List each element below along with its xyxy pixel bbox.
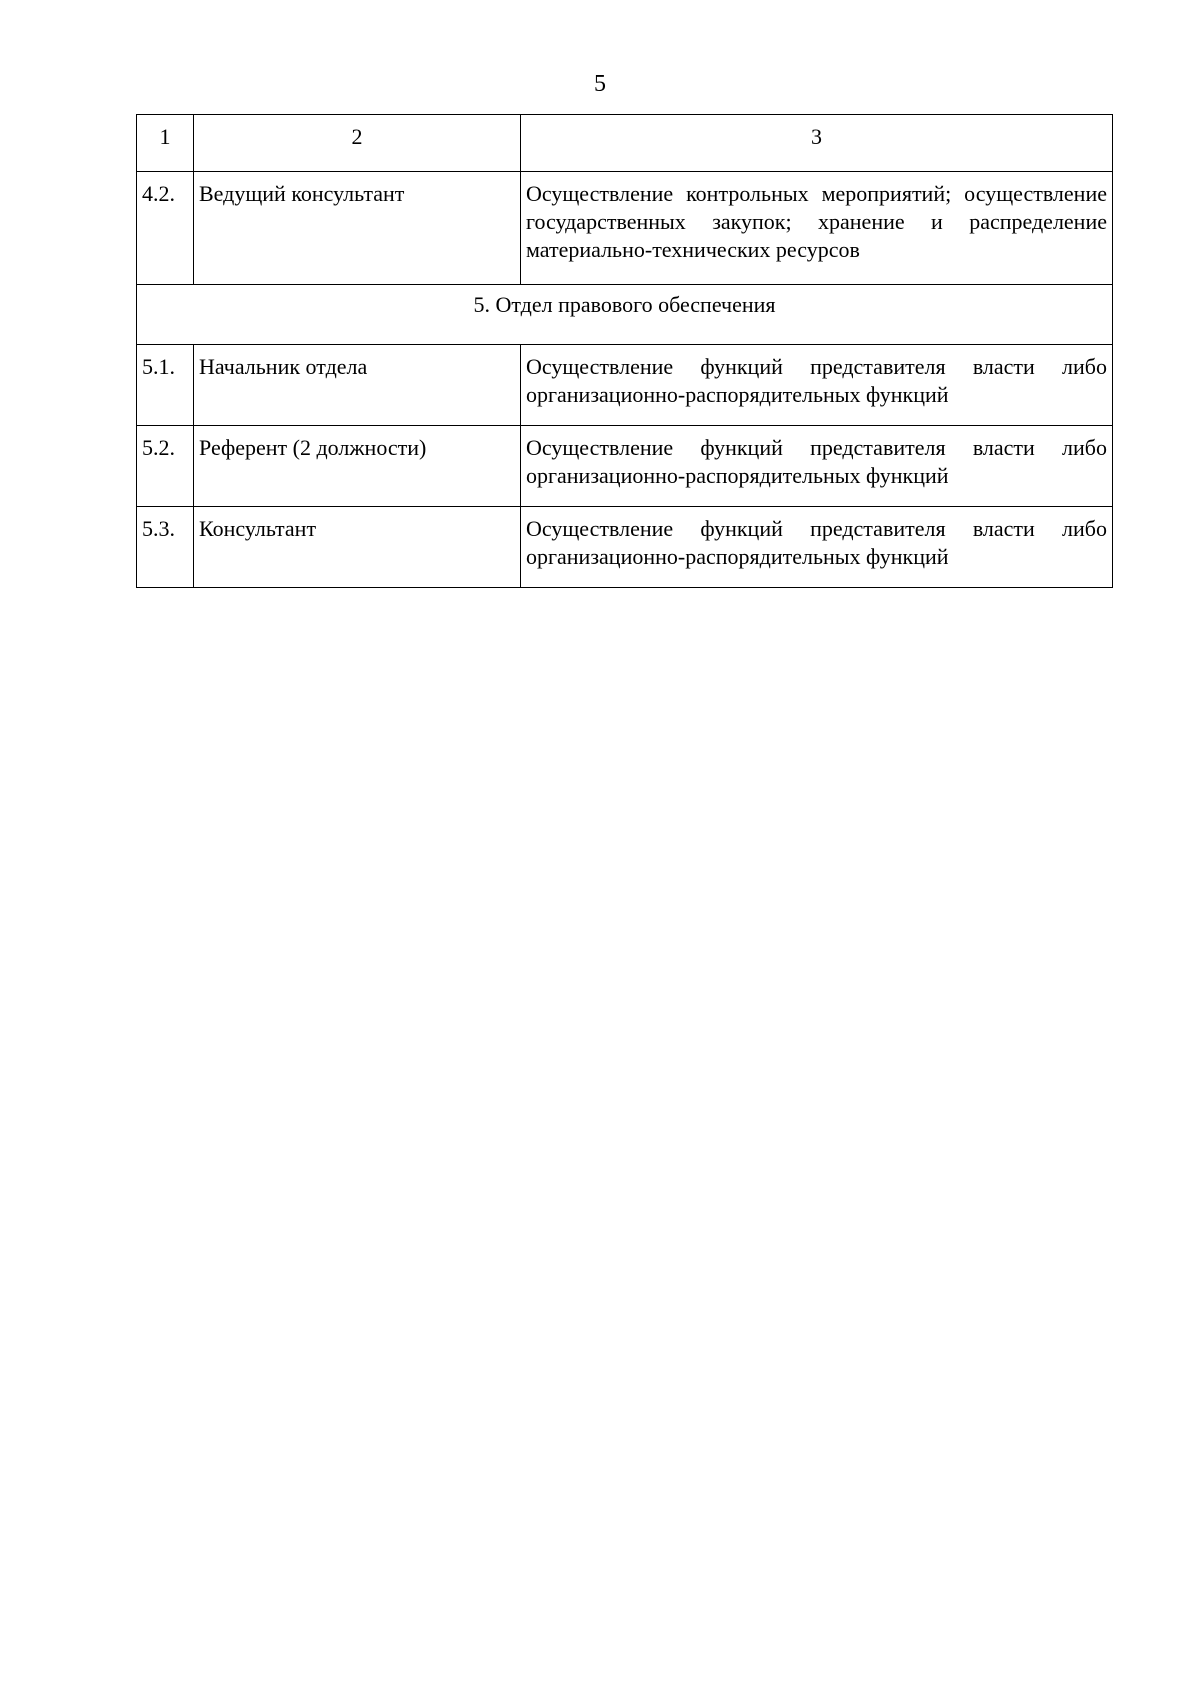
table-row bbox=[137, 172, 1113, 285]
row-functions: Осуществление функций представителя власти либо организационно-распорядительных функций bbox=[521, 345, 1113, 426]
row-position: Консультант bbox=[194, 507, 521, 588]
column-number-header: 1 bbox=[137, 115, 194, 172]
row-number: 5.1. bbox=[137, 345, 194, 426]
section-title: 5. Отдел правового обеспечения bbox=[137, 285, 1113, 345]
row-number: 5.2. bbox=[137, 426, 194, 507]
positions-table bbox=[136, 114, 1113, 588]
row-position: Референт (2 должности) bbox=[194, 426, 521, 507]
row-functions: Осуществление контрольных мероприятий; осуществление государственных закупок; хранение и распределение материально-технических ресурсов bbox=[521, 172, 1113, 285]
row-number: 5.3. bbox=[137, 507, 194, 588]
row-number: 4.2. bbox=[137, 172, 194, 285]
row-functions: Осуществление функций представителя власти либо организационно-распорядительных функций bbox=[521, 426, 1113, 507]
page-number: 5 bbox=[594, 71, 606, 97]
table-row bbox=[137, 345, 1113, 426]
column-position-header: 2 bbox=[194, 115, 521, 172]
row-functions: Осуществление функций представителя власти либо организационно-распорядительных функций bbox=[521, 507, 1113, 588]
row-position: Ведущий консультант bbox=[194, 172, 521, 285]
column-functions-header: 3 bbox=[521, 115, 1113, 172]
table-row bbox=[137, 426, 1113, 507]
row-position: Начальник отдела bbox=[194, 345, 521, 426]
table-header-row bbox=[137, 115, 1113, 172]
section-heading-row bbox=[137, 285, 1113, 345]
table-row bbox=[137, 507, 1113, 588]
